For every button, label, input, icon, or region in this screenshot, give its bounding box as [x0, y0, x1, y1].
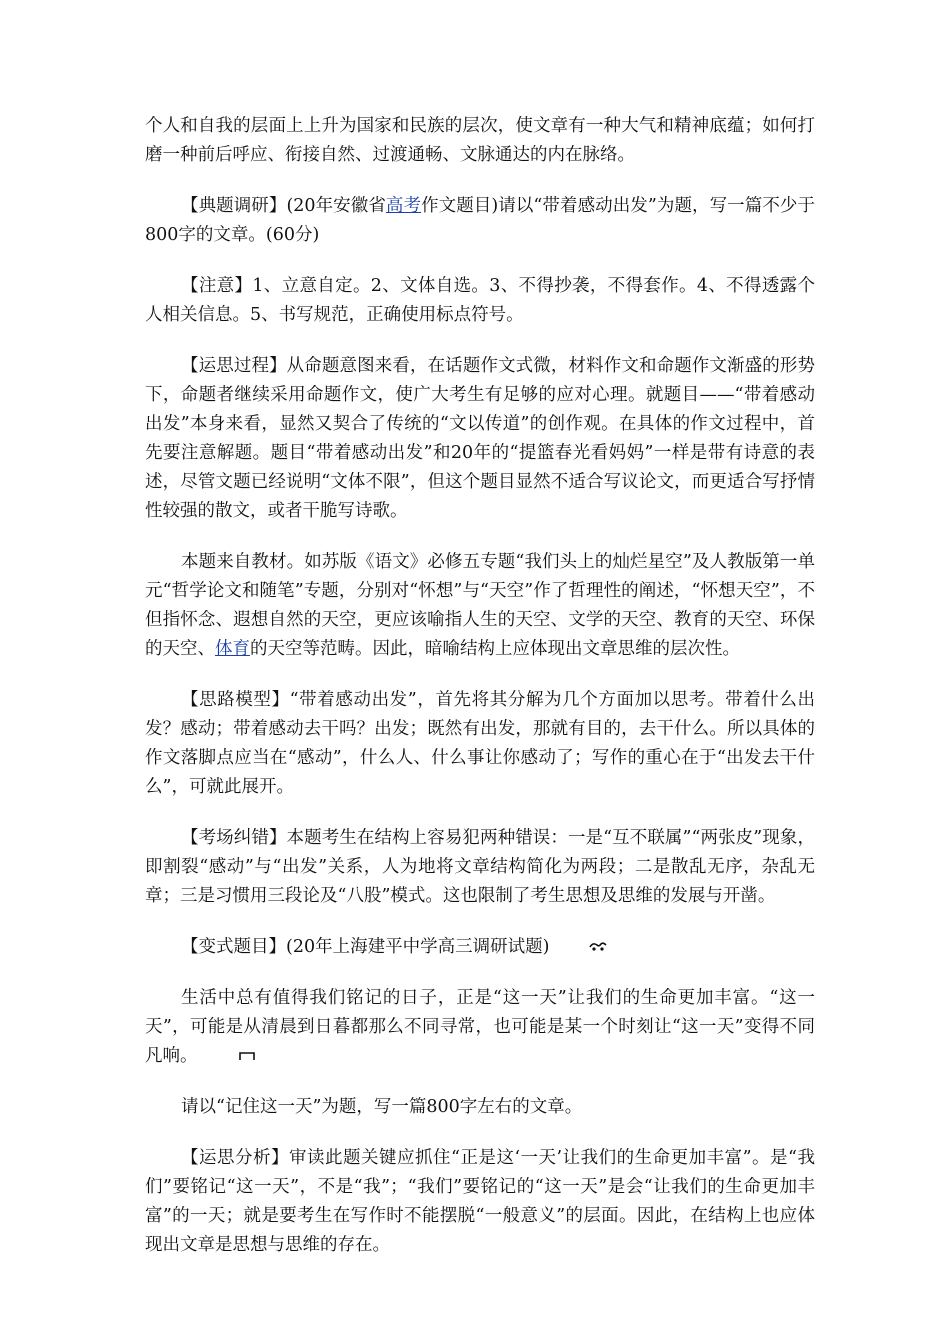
variant-material-text: 生活中总有值得我们铭记的日子，正是“这一天”让我们的生命更加丰富。“这一天”，可能是从清晨到日暮都那么不同寻常，也可能是某一个时刻让“这一天”变得不同凡响。: [145, 988, 815, 1066]
textbook-text-b: 的天空等范畴。因此，暗喻结构上应体现出文章思维的层次性。: [250, 639, 740, 659]
gaokao-link[interactable]: 高考: [385, 196, 422, 216]
exam-question-text-b: 作文题目)请以“带着感动出发”为题，写一篇不少于800字的文章。(60分): [145, 196, 815, 245]
paragraph-error-correction: 【考场纠错】本题考生在结构上容易犯两种错误：一是“互不联属”“两张皮”现象，即割裂“感动”与“出发”关系，人为地将文章结构简化为两段；二是散乱无序，杂乱无章；三是习惯用三段论及“八股”模式。这也限制了考生思想及思维的发展与开凿。: [145, 828, 815, 906]
paragraph-thinking-process: 【运思过程】从命题意图来看，在话题作文式微，材料作文和命题作文渐盛的形势下，命题者继续采用命题作文，使广大考生有足够的应对心理。就题目——“带着感动出发”本身来看，显然又契合了传统的“文以传道”的创作观。在具体的作文过程中，首先要注意解题。题目“带着感动出发”和20年的“提篮春光看妈妈”一样是带有诗意的表述，尽管文题已经说明“文体不限”，但这个题目显然不适合写议论文，而更适合写抒情性较强的散文，或者干脆写诗歌。: [145, 356, 815, 521]
sports-link[interactable]: 体育: [215, 639, 250, 659]
paragraph-variant-material: [145, 984, 815, 1071]
decorative-bracket-icon: [202, 1042, 256, 1071]
paragraph-analysis: 【运思分析】审读此题关键应抓住“正是这‘一天’让我们的生命更加丰富”。是“我们”要铭记“这一天”，不是“我”；“我们”要铭记的“这一天”是会“让我们的生命更加丰富”的一天；就是要考生在写作时不能摆脱“一般意义”的层面。因此，在结构上也应体现出文章是思想与思维的存在。: [145, 1148, 815, 1255]
paragraph-intro-continuation: 个人和自我的层面上上升为国家和民族的层次，使文章有一种大气和精神底蕴；如何打磨一种前后呼应、衔接自然、过渡通畅、文脉通达的内在脉络。: [145, 116, 815, 165]
paragraph-exam-question: [145, 192, 815, 250]
variant-question-title: 【变式题目】(20年上海建平中学高三调研试题): [181, 937, 550, 957]
paragraph-writing-prompt: 请以“记住这一天”为题，写一篇800字左右的文章。: [181, 1097, 583, 1117]
textbook-text-a: 本题来自教材。如苏版《语文》必修五专题“我们头上的灿烂星空”及人教版第一单元“哲学论文和随笔”专题，分别对“怀想”与“天空”作了哲理性的阐述，“怀想天空”，不但指怀念、遐想自然的天空，更应该喻指人生的天空、文学的天空、教育的天空、环保的天空、: [145, 552, 815, 659]
paragraph-notes: 【注意】1、立意自定。2、文体自选。3、不得抄袭，不得套作。4、不得透露个人相关信息。5、书写规范，正确使用标点符号。: [145, 276, 815, 325]
document-body: [145, 112, 815, 1282]
paragraph-variant-question: [145, 933, 815, 962]
paragraph-textbook-source: [145, 548, 815, 664]
paragraph-idea-model: 【思路模型】“带着感动出发”，首先将其分解为几个方面加以思考。带着什么出发？感动；带着感动去干吗？出发；既然有出发，那就有目的，去干什么。所以具体的作文落脚点应当在“感动”，什么人、什么事让你感动了；写作的重心在于“出发去干什么”，可就此展开。: [145, 690, 815, 797]
exam-question-text-a: 【典题调研】(20年安徽省: [181, 196, 386, 216]
decorative-mark-icon: [553, 933, 607, 962]
